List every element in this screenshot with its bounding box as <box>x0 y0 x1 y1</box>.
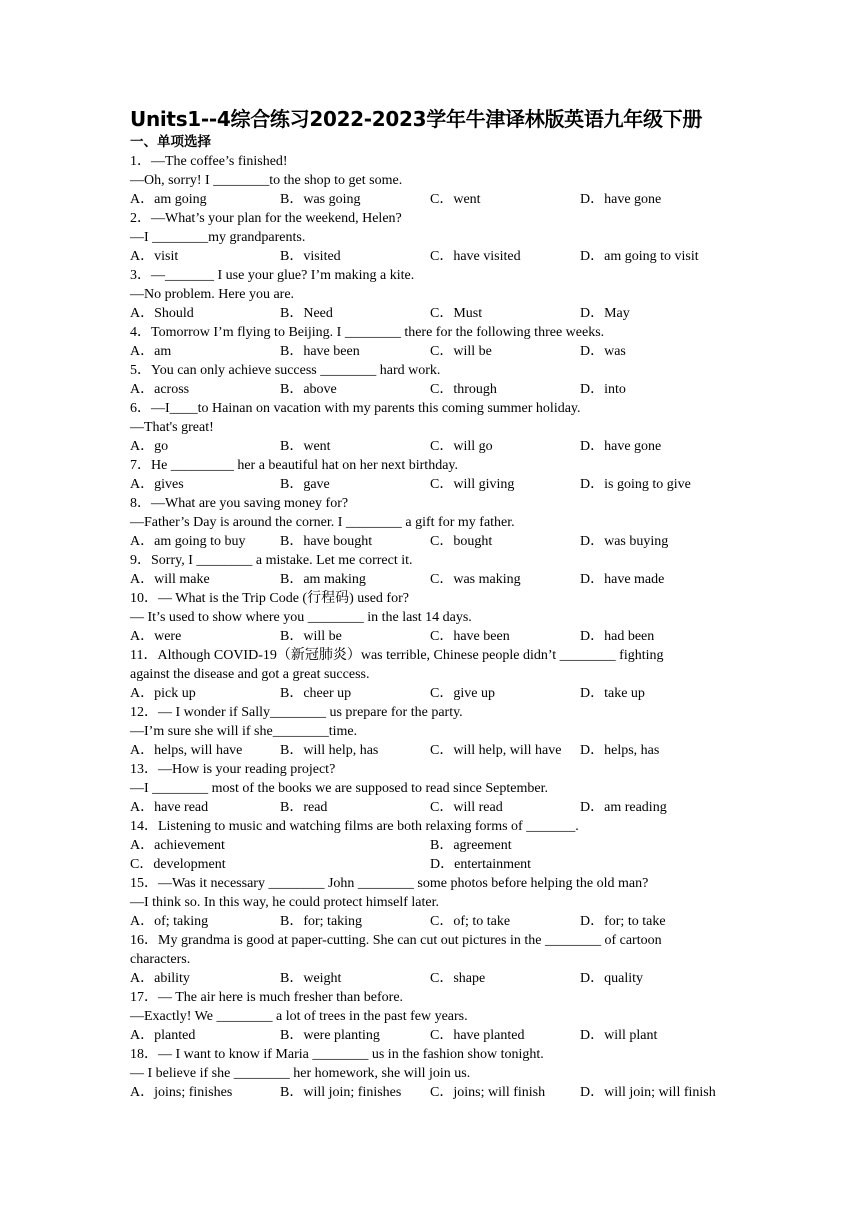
question-item <box>130 399 750 456</box>
answer-option: B．for; taking <box>280 914 363 929</box>
options-row <box>130 1026 750 1045</box>
answer-option: A．joins; finishes <box>130 1085 233 1100</box>
answer-option: B．cheer up <box>280 686 352 701</box>
answer-option: A．ability <box>130 971 190 986</box>
question-item <box>130 494 750 551</box>
options-row <box>130 304 750 323</box>
question-stem: 8．—What are you saving money for? <box>130 496 349 511</box>
answer-option: B．have bought <box>280 534 373 549</box>
question-item <box>130 209 750 266</box>
answer-option: B．will join; finishes <box>280 1085 402 1100</box>
answer-option: C．have visited <box>430 249 521 264</box>
answer-option: C．will giving <box>430 477 515 492</box>
question-item <box>130 874 750 931</box>
answer-option: B．have been <box>280 344 360 359</box>
options-row <box>130 684 750 703</box>
answer-option: B．Need <box>280 306 333 321</box>
question-stem: 12．— I wonder if Sally________ us prepare for the party. <box>130 705 463 720</box>
question-item <box>130 361 750 399</box>
question-item <box>130 152 750 209</box>
options-row <box>130 475 750 494</box>
question-stem: 5．You can only achieve success ________ hard work. <box>130 363 441 378</box>
answer-option: C．through <box>430 382 497 397</box>
question-stem: 7．He _________ her a beautiful hat on her next birthday. <box>130 458 459 473</box>
answer-option: D．will plant <box>580 1028 658 1043</box>
document-title: Units1--4综合练习2022-2023学年牛津译林版英语九年级下册 <box>130 107 703 131</box>
options-row <box>130 836 750 855</box>
question-line: —No problem. Here you are. <box>130 287 295 302</box>
question-stem: 6．—I____to Hainan on vacation with my parents this coming summer holiday. <box>130 401 581 416</box>
question-item <box>130 266 750 323</box>
answer-option: C．have planted <box>430 1028 525 1043</box>
question-list <box>130 152 750 1102</box>
question-line: characters. <box>130 952 191 967</box>
answer-option: C．Must <box>430 306 483 321</box>
answer-option: D．into <box>580 382 626 397</box>
question-item <box>130 760 750 817</box>
answer-option: B．were planting <box>280 1028 380 1043</box>
answer-option: C．have been <box>430 629 510 644</box>
answer-option: D．May <box>580 306 630 321</box>
answer-option: A．am going <box>130 192 207 207</box>
answer-option: C．will go <box>430 439 493 454</box>
answer-option: C．joins; will finish <box>430 1085 546 1100</box>
question-line: —Exactly! We ________ a lot of trees in the past few years. <box>130 1009 468 1024</box>
question-item <box>130 817 750 874</box>
options-row <box>130 798 750 817</box>
answer-option: A．Should <box>130 306 194 321</box>
question-stem: 18．— I want to know if Maria ________ us in the fashion show tonight. <box>130 1047 544 1062</box>
options-row <box>130 247 750 266</box>
options-row <box>130 342 750 361</box>
answer-option: D．for; to take <box>580 914 666 929</box>
question-item <box>130 456 750 494</box>
answer-option: A．were <box>130 629 182 644</box>
question-stem: 10．— What is the Trip Code (行程码) used for? <box>130 591 409 606</box>
answer-option: D．will join; will finish <box>580 1085 716 1100</box>
answer-option: D．entertainment <box>430 857 532 872</box>
answer-option: B．was going <box>280 192 361 207</box>
options-row <box>130 437 750 456</box>
question-item <box>130 1045 750 1102</box>
question-item <box>130 589 750 646</box>
answer-option: A．across <box>130 382 190 397</box>
answer-option: D．have gone <box>580 439 662 454</box>
answer-option: B．read <box>280 800 328 815</box>
answer-option: B．will help, has <box>280 743 379 758</box>
question-item <box>130 988 750 1045</box>
answer-option: B．gave <box>280 477 330 492</box>
question-item <box>130 646 750 703</box>
question-line: —I ________my grandparents. <box>130 230 306 245</box>
answer-option: B．will be <box>280 629 342 644</box>
question-stem: 11．Although COVID-19（新冠肺炎）was terrible, Chinese people didn’t ________ fighting <box>130 648 664 663</box>
answer-option: D．is going to give <box>580 477 691 492</box>
answer-option: D．had been <box>580 629 655 644</box>
question-line: —I’m sure she will if she________time. <box>130 724 358 739</box>
options-row <box>130 570 750 589</box>
answer-option: A．planted <box>130 1028 196 1043</box>
section-heading: 一、单项选择 <box>130 134 211 150</box>
answer-option: C．of; to take <box>430 914 511 929</box>
answer-option: C．was making <box>430 572 521 587</box>
answer-option: D．am going to visit <box>580 249 699 264</box>
answer-option: B．visited <box>280 249 341 264</box>
answer-option: A．pick up <box>130 686 196 701</box>
options-row <box>130 855 750 874</box>
options-row <box>130 912 750 931</box>
question-line: —Father’s Day is around the corner. I ________ a gift for my father. <box>130 515 515 530</box>
question-line: —Oh, sorry! I ________to the shop to get some. <box>130 173 403 188</box>
answer-option: B．am making <box>280 572 366 587</box>
question-stem: 13．—How is your reading project? <box>130 762 336 777</box>
answer-option: D．helps, has <box>580 743 660 758</box>
question-stem: 2．—What’s your plan for the weekend, Helen? <box>130 211 402 226</box>
answer-option: D．was <box>580 344 626 359</box>
question-stem: 16．My grandma is good at paper-cutting. She can cut out pictures in the ________ of cartoon <box>130 933 662 948</box>
answer-option: A．am going to buy <box>130 534 246 549</box>
answer-option: D．have gone <box>580 192 662 207</box>
answer-option: C．will be <box>430 344 492 359</box>
answer-option: A．gives <box>130 477 184 492</box>
answer-option: A．helps, will have <box>130 743 243 758</box>
options-row <box>130 190 750 209</box>
question-stem: 9．Sorry, I ________ a mistake. Let me correct it. <box>130 553 413 568</box>
answer-option: A．am <box>130 344 172 359</box>
question-item <box>130 551 750 589</box>
answer-option: C．shape <box>430 971 486 986</box>
question-line: against the disease and got a great success. <box>130 667 370 682</box>
answer-option: D．take up <box>580 686 645 701</box>
question-stem: 15．—Was it necessary ________ John ________ some photos before helping the old man? <box>130 876 649 891</box>
answer-option: B．went <box>280 439 331 454</box>
options-row <box>130 532 750 551</box>
question-stem: 17．— The air here is much fresher than before. <box>130 990 404 1005</box>
answer-option: D．was buying <box>580 534 669 549</box>
question-item <box>130 323 750 361</box>
question-stem: 3．—_______ I use your glue? I’m making a kite. <box>130 268 415 283</box>
answer-option: A．of; taking <box>130 914 209 929</box>
answer-option: A．will make <box>130 572 210 587</box>
question-line: —I ________ most of the books we are supposed to read since September. <box>130 781 548 796</box>
answer-option: B．weight <box>280 971 342 986</box>
question-line: —I think so. In this way, he could protect himself later. <box>130 895 439 910</box>
answer-option: C．will read <box>430 800 503 815</box>
answer-option: B．above <box>280 382 337 397</box>
options-row <box>130 380 750 399</box>
options-row <box>130 969 750 988</box>
answer-option: C．went <box>430 192 481 207</box>
options-row <box>130 1083 750 1102</box>
answer-option: D．quality <box>580 971 643 986</box>
options-row <box>130 741 750 760</box>
answer-option: B．agreement <box>430 838 512 853</box>
question-line: —That's great! <box>130 420 214 435</box>
question-item <box>130 931 750 988</box>
answer-option: D．have made <box>580 572 665 587</box>
question-stem: 1．—The coffee’s finished! <box>130 154 288 169</box>
question-line: — I believe if she ________ her homework, she will join us. <box>130 1066 471 1081</box>
question-line: — It’s used to show where you ________ in the last 14 days. <box>130 610 472 625</box>
answer-option: C．give up <box>430 686 495 701</box>
answer-option: C．will help, will have <box>430 743 562 758</box>
answer-option: A．achievement <box>130 838 225 853</box>
question-item <box>130 703 750 760</box>
question-stem: 4．Tomorrow I’m flying to Beijing. I ________ there for the following three weeks. <box>130 325 605 340</box>
answer-option: A．have read <box>130 800 209 815</box>
answer-option: C．bought <box>430 534 493 549</box>
question-stem: 14．Listening to music and watching films are both relaxing forms of _______. <box>130 819 579 834</box>
answer-option: C．development <box>130 857 226 872</box>
options-row <box>130 627 750 646</box>
answer-option: A．go <box>130 439 169 454</box>
answer-option: D．am reading <box>580 800 667 815</box>
answer-option: A．visit <box>130 249 179 264</box>
